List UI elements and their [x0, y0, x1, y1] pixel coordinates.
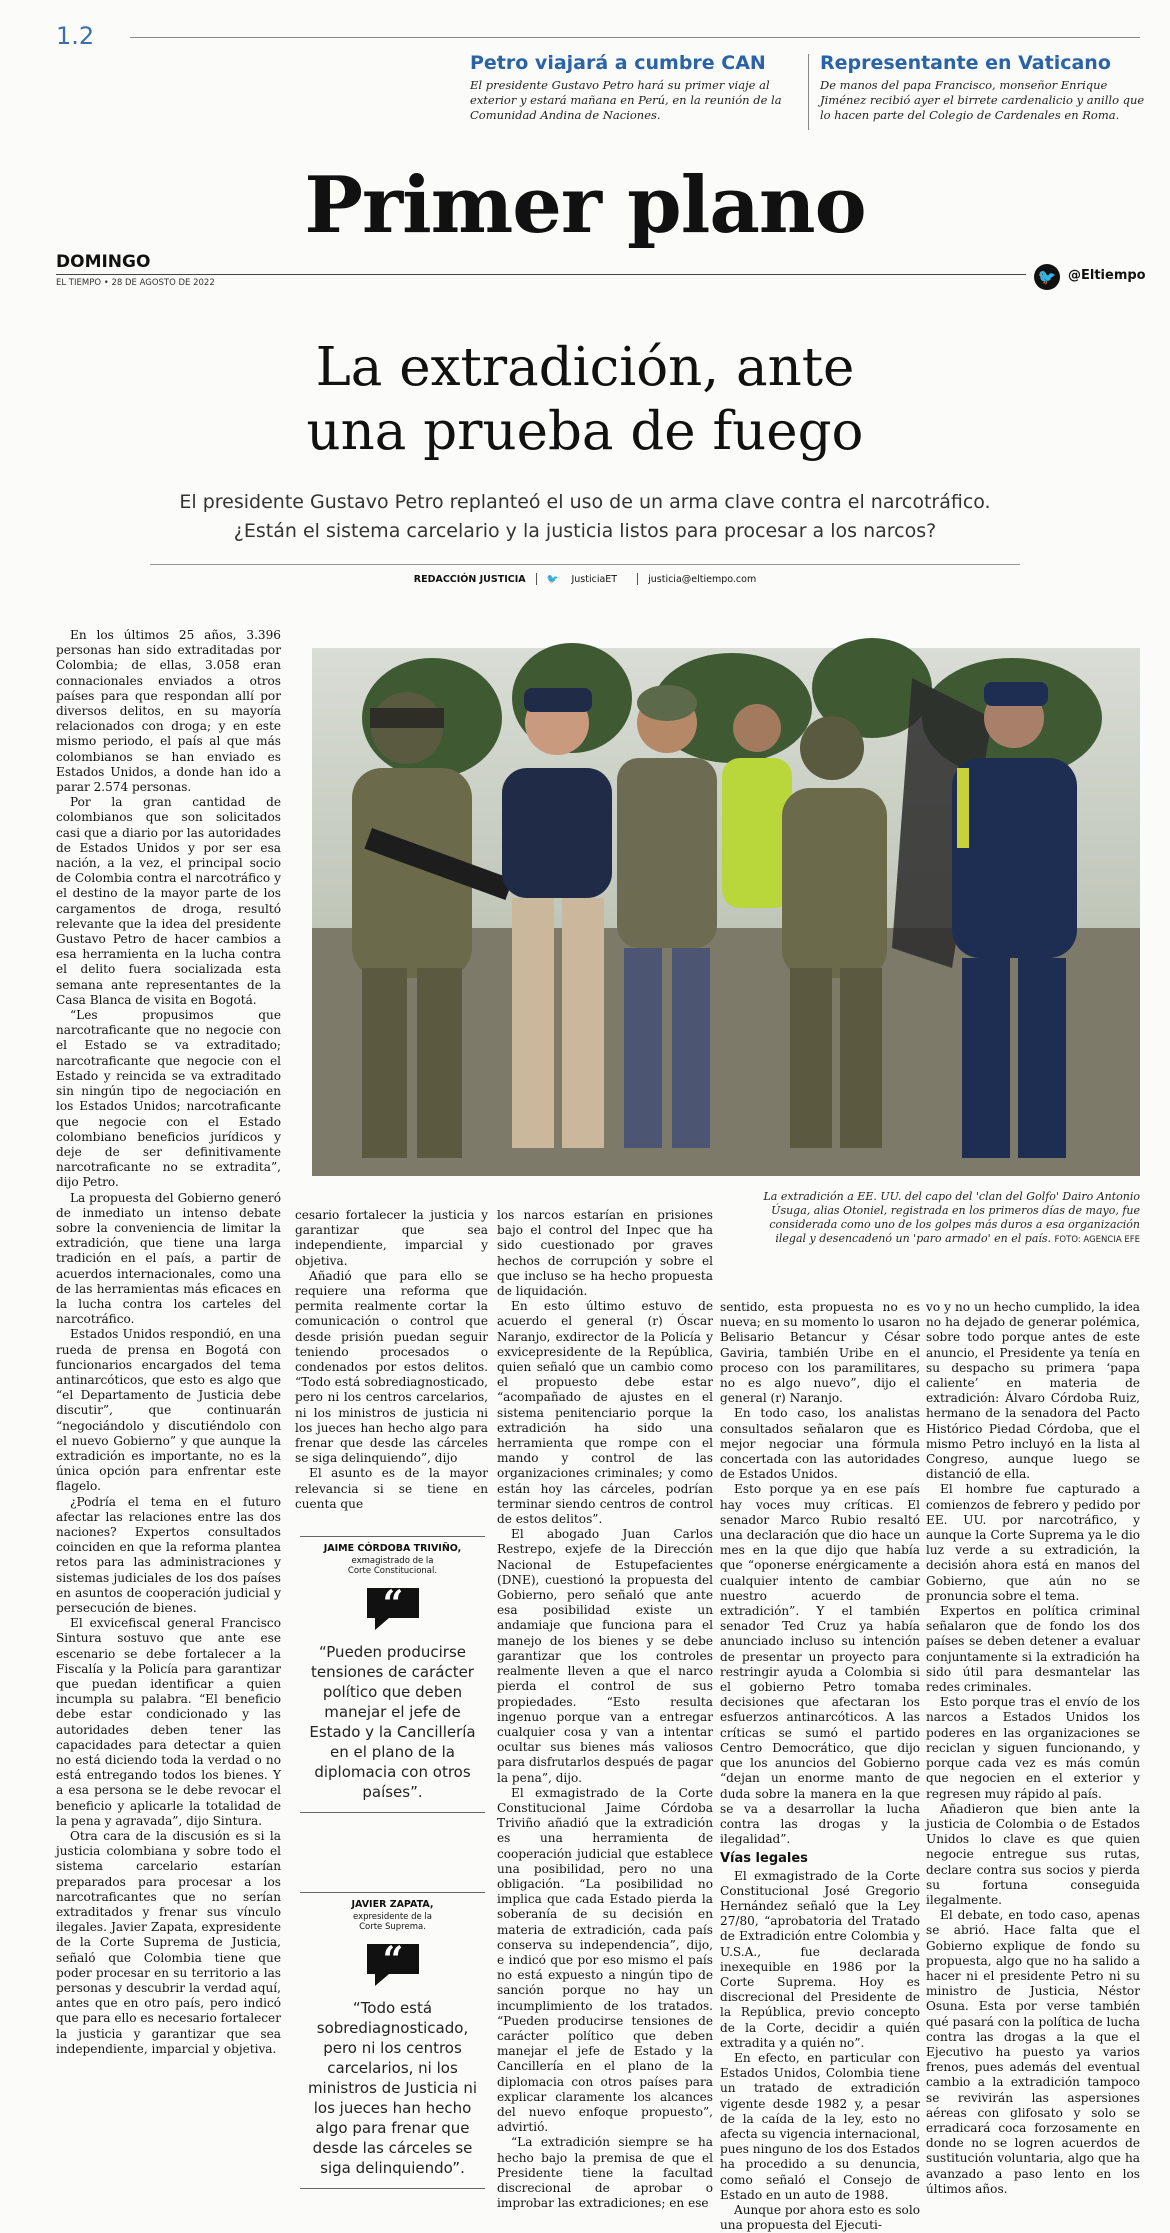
pull-quote-zapata: [300, 1892, 485, 2189]
article-headline: [0, 336, 1170, 464]
paragraph: “La extradición siempre se ha hecho bajo la premisa de que el Presidente tiene la facultad discrecional de aprobar o improbar las extradiciones; en ese: [497, 2135, 713, 2211]
quote-name: JAIME CÓRDOBA TRIVIÑO,: [300, 1536, 485, 1554]
headline-line: La extradición, ante: [315, 337, 855, 398]
teaser-vaticano[interactable]: [820, 52, 1150, 123]
paragraph: Por la gran cantidad de colombianos que son solicitados casi que a diario por las autoridades de Estados Unidos y por ser esa nación, a la vez, el principal socio de Colombia contra el narcotráfico y el destino de la mayor parte de los cargamentos de droga, resultó relevante que la idea del presidente Gustavo Petro de hacer cambios a esa herramienta en la lucha contra el delito fuera socializada esta semana ante representantes de la Casa Blanca de visita en Bogotá.: [56, 795, 281, 1007]
article-photo: [312, 648, 1140, 1176]
quote-role: [300, 1556, 485, 1576]
paragraph: ¿Podría el tema en el futuro afectar las relaciones entre las dos naciones? Expertos consultados coinciden en que la reforma plantea retos para las administraciones y sistemas judiciales de los dos países en asuntos de cooperación judicial y persecución de bienes.: [56, 1494, 281, 1615]
paragraph: Otra cara de la discusión es si la justicia colombiana y sobre todo el sistema carcelario estarían preparados para procesar a los narcotraficantes que no serían extraditados y frenar sus vínculo ilegales. Javier Zapata, expresidente de la Corte Suprema de Justicia, señaló que Colombia tiene que poder procesar en su territorio a las personas y descubrir la verdad aquí, antes que en otro país, pero indicó que para ello es necesario fortalecer la justicia y garantizar que sea independiente, imparcial y objetiva.: [56, 1829, 281, 2056]
page-number: 1.2: [56, 22, 95, 50]
paragraph: Estados Unidos respondió, en una rueda de prensa en Bogotá con funcionarios encargados del tema antinarcóticos, que esto es algo que “el Departamento de Justicia debe discutir”, que continuarán “negociándolo y discutiéndolo con el nuevo Gobierno” y que aunque la extradición es importante, no es la única opción para enfrentar este flagelo.: [56, 1327, 281, 1494]
paragraph: El asunto es de la mayor relevancia si se tiene en cuenta que: [295, 1466, 488, 1511]
paragraph: En todo caso, los analistas consultados señalaron que es mejor negociar una fórmula concertada con las autoridades de Estados Unidos.: [720, 1406, 920, 1482]
article-column-4: [720, 1300, 920, 2233]
photo-illustration: [312, 648, 1140, 1176]
svg-text:“: “: [382, 1939, 403, 1981]
paragraph: El hombre fue capturado a comienzos de febrero y pedido por EE. UU. por narcotráfico, y aunque la Corte Suprema ya le dio luz verde a su extradición, la decisión ahora está en manos del Gobierno, que aún no se pronuncia sobre el tema.: [926, 1482, 1140, 1603]
byline-email[interactable]: justicia@eltiempo.com: [648, 573, 757, 585]
subheading: Vías legales: [720, 1851, 808, 1867]
photo-caption: [740, 1190, 1140, 1247]
dateline: EL TIEMPO • 28 DE AGOSTO DE 2022: [56, 278, 215, 288]
pull-quote-cordoba: [300, 1536, 485, 1813]
paragraph: cesario fortalecer la justicia y garantizar que sea independiente, imparcial y objetiva.: [295, 1208, 488, 1268]
paragraph: Añadieron que bien ante la justicia de Colombia o de Estados Unidos lo clave es que quien negocie entregue sus rutas, declare contra sus socios y pierda su fortuna conseguida ilegalmente.: [926, 1801, 1140, 1907]
paragraph: Esto porque ya en ese país hay voces muy críticas. El senador Marco Rubio resaltó una declaración que dio hace un mes en la que dijo que había que “oponerse enérgicamente a cualquier intento de cambiar nuestro acuerdo de extradición”. Y el también senador Ted Cruz ya había anunciado incluso su intención de presentar un proyecto para restringir ayuda a Colombia si el gobierno Petro tomaba decisiones que afectaran los esfuerzos antinarcóticos. A las críticas se sumó el partido Centro Democrático, que dijo que los anuncios del Gobierno “dejan un enorme manto de duda sobre la manera en la que se va a desarrollar la lucha contra las drogas y la ilegalidad”.: [720, 1482, 920, 1847]
teaser-title: Petro viajará a cumbre CAN: [470, 52, 766, 74]
article-deck: [140, 488, 1030, 546]
top-rule: [130, 37, 1140, 38]
byline-author: REDACCIÓN JUSTICIA: [413, 573, 526, 585]
teaser-text: El presidente Gustavo Petro hará su primer viaje al exterior y estará mañana en Perú, en la reunión de la Comunidad Andina de Naciones.: [470, 78, 782, 122]
paragraph: El exvicefiscal general Francisco Sintura sostuvo que ante ese escenario se debe fortalecer a la Fiscalía y la Policía para garantizar que puedan identificar a quien incumpla su palabra. “El beneficio debe estar condicionado y las autoridades deben tener las capacidades para detectar a quien no está diciendo toda la verdad o no está entregando todos los bienes. Y a esa persona se le debe revocar el beneficio y aplicarle la totalidad de la pena y agravada”, dijo Sintura.: [56, 1616, 281, 1828]
article-column-5: [926, 1300, 1140, 2218]
article-column-1: [56, 628, 281, 2218]
header-rule: [56, 274, 1026, 275]
headline-line: una prueba de fuego: [306, 401, 864, 462]
paragraph: vo y no un hecho cumplido, la idea no ha dejado de generar polémica, sobre todo porque antes de este anuncio, el Presidente ya tenía en su despacho su primera ‘papa caliente’ en materia de extradición: Álvaro Córdoba Ruiz, hermano de la senadora del Pacto Histórico Piedad Córdoba, que el mismo Petro incluyó en la lista al Congreso, aunque luego se distanció de ella.: [926, 1300, 1140, 1482]
paragraph: Aunque por ahora esto es solo una propuesta del Ejecuti-: [720, 2202, 920, 2233]
paragraph: Esto porque tras el envío de los narcos a Estados Unidos los poderes en las organizaciones se reciclan y siguen funcionando, y porque cada vez es más común que negocien en el exterior y regresen muy rápido al país.: [926, 1695, 1140, 1801]
paragraph: En efecto, en particular con Estados Unidos, Colombia tiene un tratado de extradición vigente desde 1982 y, a pesar de la caída de la ley, esto no afecta su vigencia internacional, pues ninguno de los dos Estados ha procedido a su denuncia, como señaló el Consejo de Estado en un auto de 1988.: [720, 2050, 920, 2202]
byline-twitter-handle[interactable]: JusticiaET: [571, 573, 618, 585]
byline: [150, 564, 1020, 585]
byline-twitter[interactable]: 🐦 JusticiaET: [537, 574, 638, 585]
quote-role: [300, 1912, 485, 1932]
paragraph: Añadió que para ello se requiere una reforma que permita realmente cortar la comunicación o control que desde prisión puedan seguir teniendo procesados o condenados por estos delitos. “Todo está sobrediagnosticado, pero ni los centros carcelarios, ni los ministros de justicia ni los jueces han hecho algo para frenar que desde las cárceles se siga delinquiendo”, dijo: [295, 1268, 488, 1466]
quote-mark-icon: [363, 1584, 423, 1632]
teaser-divider: [808, 54, 809, 130]
article-column-3: [497, 1208, 713, 2218]
svg-text:“: “: [382, 1583, 403, 1625]
quote-role-line: Corte Suprema.: [359, 1922, 426, 1932]
paragraph: Expertos en política criminal señalaron que de fondo los dos países se deben detener a evaluar conjuntamente si la extradición ha sido útil para desmantelar las redes criminales.: [926, 1604, 1140, 1695]
quote-role-line: Corte Constitucional.: [347, 1566, 438, 1576]
paragraph: En esto último estuvo de acuerdo el general (r) Óscar Naranjo, exdirector de la Policía y exvicepresidente de la República, quien señaló que un cambio como el propuesto debe estar “acompañado de ajustes en el sistema penitenciario porque la extradición ha sido una herramienta que rompe con el mando y control de las organizaciones criminales; y como están hoy las cárceles, podrían terminar siendo centros de control de estos delitos”.: [497, 1299, 713, 1527]
paragraph: El debate, en todo caso, apenas se abrió. Hace falta que el Gobierno explique de fondo su propuesta, algo que no ha salido a hacer ni el presidente Petro ni su ministro de Justicia, Néstor Osuna. Esta por verse también qué pasará con la política de lucha contra las drogas a la que el Ejecutivo ha puesto ya varios frenos, pues además del eventual cambio a la extradición tampoco se revivirán las aspersiones aéreas con glifosato y solo se erradicará coca forzosamente en donde no se logren acuerdos de sustitución voluntaria, algo que ha avanzado a paso lento en los últimos años.: [926, 1908, 1140, 2196]
paragraph: En los últimos 25 años, 3.396 personas han sido extraditadas por Colombia; de ellas, 3.058 eran connacionales enviados a otros países para que respondan allí por diversos delitos, en su mayoría relacionados con droga; y en este mismo periodo, el país al que más colombianos se han enviado es Estados Unidos, a donde han ido a parar 2.574 personas.: [56, 628, 281, 795]
caption-text: La extradición a EE. UU. del capo del 'clan del Golfo' Dairo Antonio Úsuga, alias Otoniel, registrada en los primeros días de mayo, fue considerada como uno de los golpes más duros a esa organización ilegal y desencadenó un 'paro armado' en el país.: [763, 1190, 1140, 1245]
deck-line: ¿Están el sistema carcelario y la justicia listos para procesar a los narcos?: [233, 520, 937, 542]
quote-name: JAVIER ZAPATA,: [300, 1892, 485, 1910]
quote-role-line: expresidente de la: [352, 1912, 432, 1922]
paragraph: El abogado Juan Carlos Restrepo, exjefe de la Dirección Nacional de Estupefacientes (DNE), cuestionó la propuesta del Gobierno, pero señaló que ante esa posibilidad existe un andamiaje que funciona para el manejo de los bienes y se debe garantizar que los controles realmente lleven a que el narco pierda el control de sus propiedades. “Esto resulta ingenuo porque van a entregar cualquier cosa y van a intentar ocultar sus bienes más valiosos para disfrutarlos después de pagar la pena”, dijo.: [497, 1527, 713, 1785]
quote-text: “Pueden producirse tensiones de carácter político que deben manejar el jefe de Estado y la Cancillería en el plano de la diplomacia con otros países”.: [300, 1642, 485, 1813]
deck-line: El presidente Gustavo Petro replanteó el uso de un arma clave contra el narcotráfico.: [179, 491, 991, 513]
paragraph: sentido, esta propuesta no es nueva; en su momento lo usaron Belisario Betancur y César Gaviria, también Uribe en el proceso con los paramilitares, no es algo nuevo”, dijo el general (r) Naranjo.: [720, 1300, 920, 1406]
teaser-title: Representante en Vaticano: [820, 52, 1111, 74]
twitter-icon[interactable]: 🐦: [1034, 264, 1060, 290]
paragraph: El exmagistrado de la Corte Constitucional Jaime Córdoba Triviño añadió que la extradición es una herramienta de cooperación judicial que establece una posibilidad, pero no una obligación. “La posibilidad no implica que cada Estado pierda la soberanía de su decisión en materia de extradición, cada país conserva su independencia”, dijo, e indicó que por eso mismo el país no está expuesto a ningún tipo de sanción porque no hay un incumplimiento de los tratados. “Pueden producirse tensiones de carácter político que deben manejar el jefe de Estado y la Cancillería en el plano de la diplomacia con otros países para explicar claramente los alcances del nuevo enfoque propuesto”, advirtió.: [497, 1785, 713, 2135]
day-label: DOMINGO: [56, 252, 151, 272]
section-title: Primer plano: [304, 160, 866, 251]
paragraph: La propuesta del Gobierno generó de inmediato un intenso debate sobre la conveniencia de limitar la extradición, que tiene una larga tradición en el país, a partir de acuerdos internacionales, como una de las herramientas más eficaces en la lucha contra los carteles del narcotráfico.: [56, 1190, 281, 1327]
paragraph: El exmagistrado de la Corte Constitucional José Gregorio Hernández señaló que la Ley 27/80, “aprobatoria del Tratado de Extradición entre Colombia y U.S.A., fue declarada inexequible en 1986 por la Corte Suprema. Hoy es discrecional del Presidente de la República, previo concepto de la Corte, decidir a quién extradita y a quién no”.: [720, 1868, 920, 2050]
article-column-2: [295, 1208, 488, 1511]
photo-credit: FOTO: AGENCIA EFE: [1054, 1235, 1140, 1245]
paragraph: los narcos estarían en prisiones bajo el control del Inpec que ha sido cuestionado por graves hechos de corrupción y sobre el que incluso se ha hecho propuesta de liquidación.: [497, 1208, 713, 1299]
twitter-handle[interactable]: @Eltiempo: [1068, 268, 1146, 283]
teaser-petro-can[interactable]: [470, 52, 800, 123]
teaser-text: De manos del papa Francisco, monseñor Enrique Jiménez recibió ayer el birrete cardenalicio y anillo que lo hacen parte del Colegio de Cardenales en Roma.: [820, 78, 1145, 122]
quote-mark-icon: [363, 1940, 423, 1988]
paragraph: “Les propusimos que narcotraficante que no negocie con el Estado se va extraditado; narcotraficante que negocie con el Estado y reincida se va extraditado sin ningún tipo de negociación en los Estados Unidos; narcotraficante que negocie con el Estado colombiano beneficios jurídicos y deje de ser definitivamente narcotraficante no se extradita”, dijo Petro.: [56, 1008, 281, 1190]
quote-role-line: exmagistrado de la: [351, 1556, 434, 1566]
quote-text: “Todo está sobrediagnosticado, pero ni los centros carcelarios, ni los ministros de Justicia ni los jueces han hecho algo para frenar que desde las cárceles se siga delinquiendo”.: [300, 1998, 485, 2189]
